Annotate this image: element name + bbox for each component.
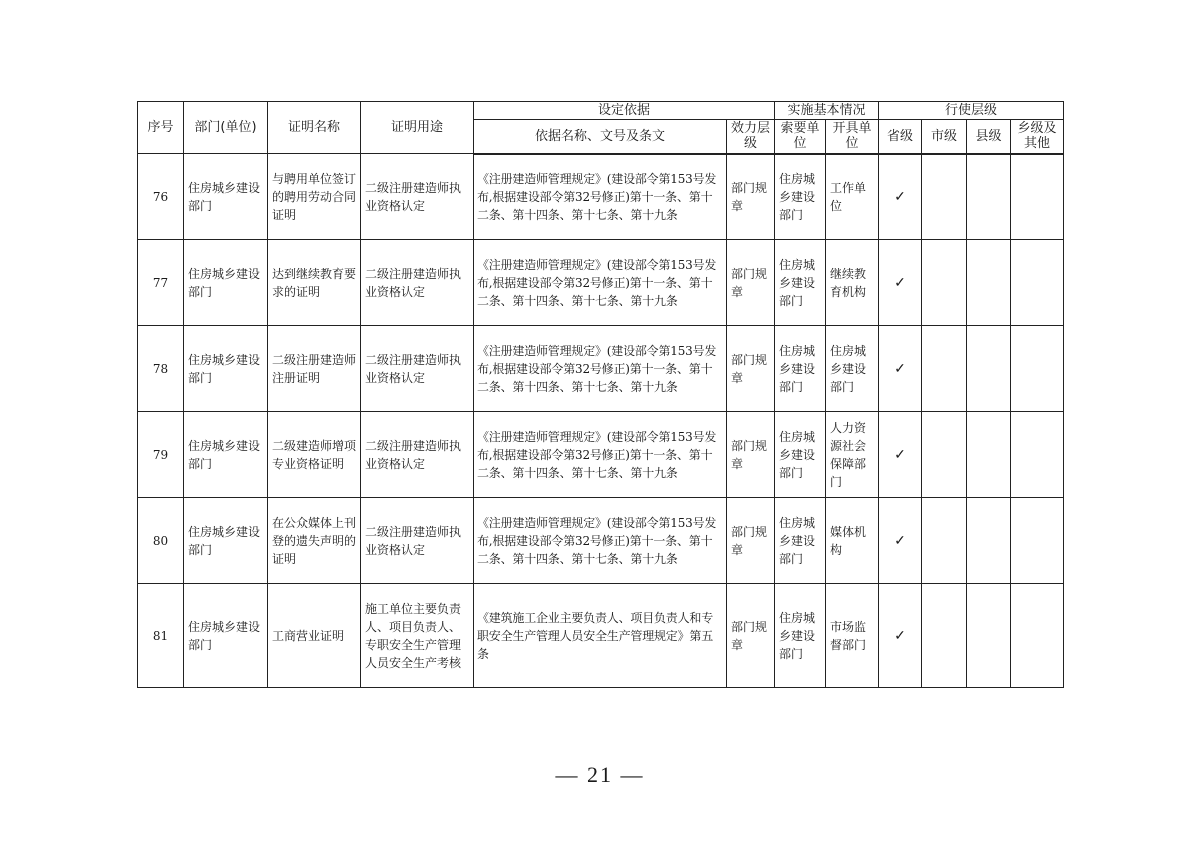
row-number: 78: [138, 326, 184, 412]
cert-name-cell: 二级建造师增项专业资格证明: [268, 412, 361, 498]
city-cell: [922, 412, 967, 498]
header-cert-name: 证明名称: [268, 102, 361, 154]
city-cell: [922, 498, 967, 584]
table-row: [138, 412, 1064, 498]
row-number: 80: [138, 498, 184, 584]
request-unit-cell: 住房城乡建设部门: [775, 584, 826, 688]
request-unit-cell: 住房城乡建设部门: [775, 326, 826, 412]
row-number: 79: [138, 412, 184, 498]
basis-cell: 《注册建造师管理规定》(建设部令第153号发布,根据建设部令第32号修正)第十一条、第十二条、第十四条、第十七条、第十九条: [474, 412, 727, 498]
cert-name-cell: 二级注册建造师注册证明: [268, 326, 361, 412]
province-check-icon: ✓: [879, 154, 922, 240]
township-cell: [1011, 240, 1064, 326]
cert-name-cell: 工商营业证明: [268, 584, 361, 688]
dept-cell: 住房城乡建设部门: [184, 498, 268, 584]
basis-cell: 《注册建造师管理规定》(建设部令第153号发布,根据建设部令第32号修正)第十一条、第十二条、第十四条、第十七条、第十九条: [474, 240, 727, 326]
township-cell: [1011, 412, 1064, 498]
purpose-cell: 二级注册建造师执业资格认定: [361, 412, 474, 498]
header-dept: 部门(单位): [184, 102, 268, 154]
table-row: [138, 240, 1064, 326]
purpose-cell: 二级注册建造师执业资格认定: [361, 498, 474, 584]
row-number: 76: [138, 154, 184, 240]
issue-unit-cell: 人力资源社会保障部门: [826, 412, 879, 498]
issue-unit-cell: 住房城乡建设部门: [826, 326, 879, 412]
request-unit-cell: 住房城乡建设部门: [775, 154, 826, 240]
level-cell: 部门规章: [727, 498, 775, 584]
cert-name-cell: 在公众媒体上刊登的遗失声明的证明: [268, 498, 361, 584]
county-cell: [967, 326, 1011, 412]
issue-unit-cell: 媒体机构: [826, 498, 879, 584]
county-cell: [967, 498, 1011, 584]
county-cell: [967, 240, 1011, 326]
dept-cell: 住房城乡建设部门: [184, 584, 268, 688]
row-number: 81: [138, 584, 184, 688]
header-basis-level: 效力层级: [727, 120, 775, 154]
header-city: 市级: [922, 120, 967, 154]
table-row: [138, 154, 1064, 240]
county-cell: [967, 154, 1011, 240]
request-unit-cell: 住房城乡建设部门: [775, 240, 826, 326]
province-check-icon: ✓: [879, 240, 922, 326]
header-county: 县级: [967, 120, 1011, 154]
basis-cell: 《注册建造师管理规定》(建设部令第153号发布,根据建设部令第32号修正)第十一条、第十二条、第十四条、第十七条、第十九条: [474, 154, 727, 240]
header-province: 省级: [879, 120, 922, 154]
page-number: — 21 —: [555, 762, 645, 787]
province-check-icon: ✓: [879, 584, 922, 688]
level-cell: 部门规章: [727, 584, 775, 688]
header-basis-name: 依据名称、文号及条文: [474, 120, 727, 154]
header-admin-group: 行使层级: [879, 102, 1064, 120]
certificate-table: [137, 101, 1064, 688]
dept-cell: 住房城乡建设部门: [184, 154, 268, 240]
request-unit-cell: 住房城乡建设部门: [775, 412, 826, 498]
table-row: [138, 326, 1064, 412]
dept-cell: 住房城乡建设部门: [184, 412, 268, 498]
table-row: [138, 584, 1064, 688]
township-cell: [1011, 326, 1064, 412]
county-cell: [967, 412, 1011, 498]
township-cell: [1011, 498, 1064, 584]
cert-name-cell: 达到继续教育要求的证明: [268, 240, 361, 326]
city-cell: [922, 584, 967, 688]
basis-cell: 《建筑施工企业主要负责人、项目负责人和专职安全生产管理人员安全生产管理规定》第五条: [474, 584, 727, 688]
province-check-icon: ✓: [879, 326, 922, 412]
header-purpose: 证明用途: [361, 102, 474, 154]
issue-unit-cell: 工作单位: [826, 154, 879, 240]
township-cell: [1011, 584, 1064, 688]
basis-cell: 《注册建造师管理规定》(建设部令第153号发布,根据建设部令第32号修正)第十一条、第十二条、第十四条、第十七条、第十九条: [474, 498, 727, 584]
dept-cell: 住房城乡建设部门: [184, 326, 268, 412]
purpose-cell: 二级注册建造师执业资格认定: [361, 326, 474, 412]
city-cell: [922, 240, 967, 326]
county-cell: [967, 584, 1011, 688]
level-cell: 部门规章: [727, 412, 775, 498]
level-cell: 部门规章: [727, 326, 775, 412]
table-row: [138, 498, 1064, 584]
province-check-icon: ✓: [879, 412, 922, 498]
basis-cell: 《注册建造师管理规定》(建设部令第153号发布,根据建设部令第32号修正)第十一条、第十二条、第十四条、第十七条、第十九条: [474, 326, 727, 412]
issue-unit-cell: 继续教育机构: [826, 240, 879, 326]
header-request-unit: 索要单位: [775, 120, 826, 154]
header-basis-group: 设定依据: [474, 102, 775, 120]
level-cell: 部门规章: [727, 240, 775, 326]
level-cell: 部门规章: [727, 154, 775, 240]
header-issue-unit: 开具单位: [826, 120, 879, 154]
dept-cell: 住房城乡建设部门: [184, 240, 268, 326]
header-no: 序号: [138, 102, 184, 154]
issue-unit-cell: 市场监督部门: [826, 584, 879, 688]
request-unit-cell: 住房城乡建设部门: [775, 498, 826, 584]
header-township: 乡级及其他: [1011, 120, 1064, 154]
purpose-cell: 二级注册建造师执业资格认定: [361, 154, 474, 240]
row-number: 77: [138, 240, 184, 326]
city-cell: [922, 154, 967, 240]
province-check-icon: ✓: [879, 498, 922, 584]
city-cell: [922, 326, 967, 412]
purpose-cell: 施工单位主要负责人、项目负责人、专职安全生产管理人员安全生产考核: [361, 584, 474, 688]
cert-name-cell: 与聘用单位签订的聘用劳动合同证明: [268, 154, 361, 240]
township-cell: [1011, 154, 1064, 240]
header-impl-group: 实施基本情况: [775, 102, 879, 120]
purpose-cell: 二级注册建造师执业资格认定: [361, 240, 474, 326]
